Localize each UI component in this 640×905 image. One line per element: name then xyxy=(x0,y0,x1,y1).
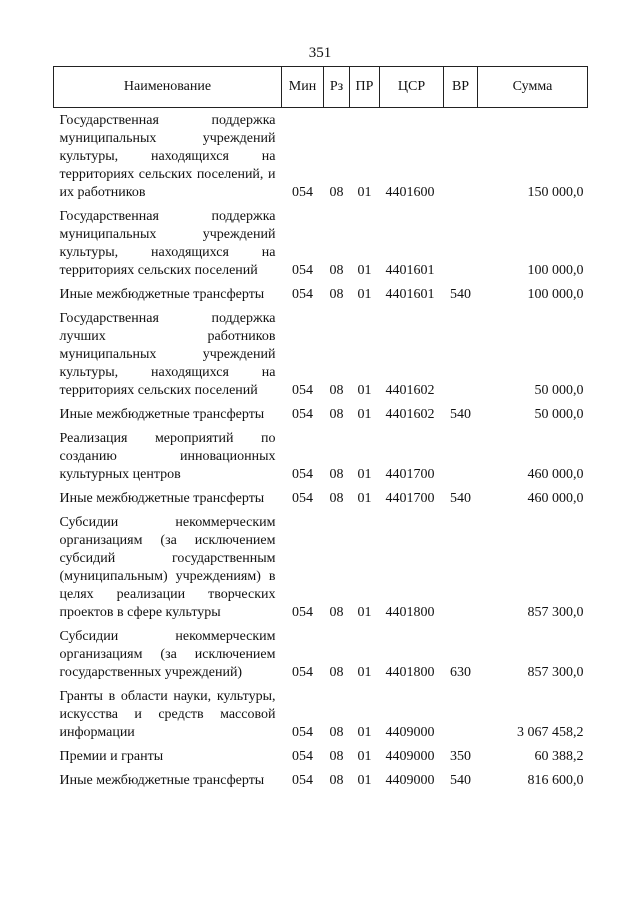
row-sum: 150 000,0 xyxy=(527,185,584,200)
row-name-cell xyxy=(54,490,282,514)
row-name: Гранты в области науки, культуры, искусства и средств массовой информации xyxy=(59,689,276,740)
row-name-cell xyxy=(54,406,282,430)
row-csr: 4409000 xyxy=(385,725,435,740)
table-row xyxy=(54,208,588,286)
table-row xyxy=(54,430,588,490)
table-row xyxy=(54,310,588,406)
row-csr: 4401700 xyxy=(385,467,435,482)
row-min: 054 xyxy=(292,605,313,620)
row-rz: 08 xyxy=(329,263,344,278)
row-pr: 01 xyxy=(357,263,372,278)
row-vr xyxy=(444,514,478,628)
row-pr: 01 xyxy=(357,467,372,482)
row-rz: 08 xyxy=(329,665,344,680)
row-min: 054 xyxy=(292,467,313,482)
table-row xyxy=(54,748,588,772)
row-sum: 857 300,0 xyxy=(527,665,584,680)
row-sum: 50 000,0 xyxy=(534,383,584,398)
row-sum: 816 600,0 xyxy=(527,773,584,788)
row-name-cell xyxy=(54,208,282,286)
row-rz: 08 xyxy=(329,287,344,302)
row-min: 054 xyxy=(292,749,313,764)
row-name: Субсидии некоммерческим организациям (за исключением государственных учреждений) xyxy=(59,629,276,680)
row-sum: 460 000,0 xyxy=(527,491,584,506)
row-min: 054 xyxy=(292,665,313,680)
header-vr: ВР xyxy=(444,67,478,108)
header-rz: Рз xyxy=(324,67,350,108)
row-pr: 01 xyxy=(357,383,372,398)
row-sum: 100 000,0 xyxy=(527,287,584,302)
row-sum: 100 000,0 xyxy=(527,263,584,278)
row-csr: 4409000 xyxy=(385,773,435,788)
row-name-cell xyxy=(54,430,282,490)
table-row xyxy=(54,688,588,748)
row-rz: 08 xyxy=(329,491,344,506)
row-name: Государственная поддержка муниципальных учреждений культуры, находящихся на территориях сельских поселений, и их работников xyxy=(59,113,276,200)
row-sum: 3 067 458,2 xyxy=(517,725,584,740)
row-name: Реализация мероприятий по созданию инновационных культурных центров xyxy=(59,431,276,482)
row-csr: 4401800 xyxy=(385,605,435,620)
row-vr: 540 xyxy=(450,491,471,506)
row-csr: 4401800 xyxy=(385,665,435,680)
row-name: Иные межбюджетные трансферты xyxy=(59,773,265,788)
row-vr xyxy=(444,208,478,286)
row-min: 054 xyxy=(292,383,313,398)
table-row xyxy=(54,286,588,310)
row-pr: 01 xyxy=(357,605,372,620)
page-number: 351 xyxy=(308,45,332,61)
row-vr: 540 xyxy=(450,287,471,302)
row-vr: 540 xyxy=(450,407,471,422)
row-sum: 60 388,2 xyxy=(534,749,584,764)
row-pr: 01 xyxy=(357,491,372,506)
row-min: 054 xyxy=(292,287,313,302)
row-vr xyxy=(444,430,478,490)
row-csr: 4401700 xyxy=(385,491,435,506)
row-vr: 540 xyxy=(450,773,471,788)
table-row xyxy=(54,514,588,628)
row-name-cell xyxy=(54,628,282,688)
row-csr: 4401600 xyxy=(385,185,435,200)
row-csr: 4401602 xyxy=(385,407,435,422)
row-name-cell xyxy=(54,772,282,796)
table-row xyxy=(54,628,588,688)
row-csr: 4401601 xyxy=(385,287,435,302)
row-pr: 01 xyxy=(357,287,372,302)
row-name: Премии и гранты xyxy=(59,749,164,764)
row-min: 054 xyxy=(292,491,313,506)
row-sum: 50 000,0 xyxy=(534,407,584,422)
row-rz: 08 xyxy=(329,185,344,200)
row-min: 054 xyxy=(292,725,313,740)
row-min: 054 xyxy=(292,263,313,278)
row-name: Иные межбюджетные трансферты xyxy=(59,407,265,422)
row-rz: 08 xyxy=(329,467,344,482)
row-sum: 857 300,0 xyxy=(527,605,584,620)
header-csr: ЦСР xyxy=(380,67,444,108)
row-name-cell xyxy=(54,514,282,628)
row-vr xyxy=(444,310,478,406)
row-name-cell xyxy=(54,286,282,310)
table-row xyxy=(54,490,588,514)
row-vr: 350 xyxy=(450,749,471,764)
row-vr xyxy=(444,112,478,208)
row-name-cell xyxy=(54,310,282,406)
row-rz: 08 xyxy=(329,383,344,398)
row-name: Государственная поддержка лучших работников муниципальных учреждений культуры, находящихся на территориях сельских поселений xyxy=(59,311,276,398)
row-pr: 01 xyxy=(357,185,372,200)
table-row xyxy=(54,112,588,208)
row-rz: 08 xyxy=(329,773,344,788)
row-rz: 08 xyxy=(329,605,344,620)
row-rz: 08 xyxy=(329,725,344,740)
row-min: 054 xyxy=(292,185,313,200)
row-name-cell xyxy=(54,112,282,208)
row-csr: 4401602 xyxy=(385,383,435,398)
row-vr xyxy=(444,688,478,748)
row-pr: 01 xyxy=(357,665,372,680)
row-name-cell xyxy=(54,748,282,772)
budget-table xyxy=(53,66,588,796)
row-min: 054 xyxy=(292,407,313,422)
row-pr: 01 xyxy=(357,725,372,740)
table-row xyxy=(54,406,588,430)
header-sum: Сумма xyxy=(478,67,588,108)
row-rz: 08 xyxy=(329,407,344,422)
header-min: Мин xyxy=(282,67,324,108)
row-sum: 460 000,0 xyxy=(527,467,584,482)
row-rz: 08 xyxy=(329,749,344,764)
row-csr: 4401601 xyxy=(385,263,435,278)
row-pr: 01 xyxy=(357,773,372,788)
row-csr: 4409000 xyxy=(385,749,435,764)
header-name: Наименование xyxy=(54,67,282,108)
table-header-row xyxy=(54,67,588,108)
row-name: Субсидии некоммерческим организациям (за исключением субсидий государственным (муниципальным) учреждениям) в целях реализации творческих проектов в сфере культуры xyxy=(59,515,276,620)
row-vr: 630 xyxy=(450,665,471,680)
row-name: Иные межбюджетные трансферты xyxy=(59,287,265,302)
row-name: Государственная поддержка муниципальных учреждений культуры, находящихся на территориях сельских поселений xyxy=(59,209,276,278)
row-name-cell xyxy=(54,688,282,748)
row-pr: 01 xyxy=(357,749,372,764)
row-min: 054 xyxy=(292,773,313,788)
row-name: Иные межбюджетные трансферты xyxy=(59,491,265,506)
table-row xyxy=(54,772,588,796)
header-pr: ПР xyxy=(350,67,380,108)
row-pr: 01 xyxy=(357,407,372,422)
